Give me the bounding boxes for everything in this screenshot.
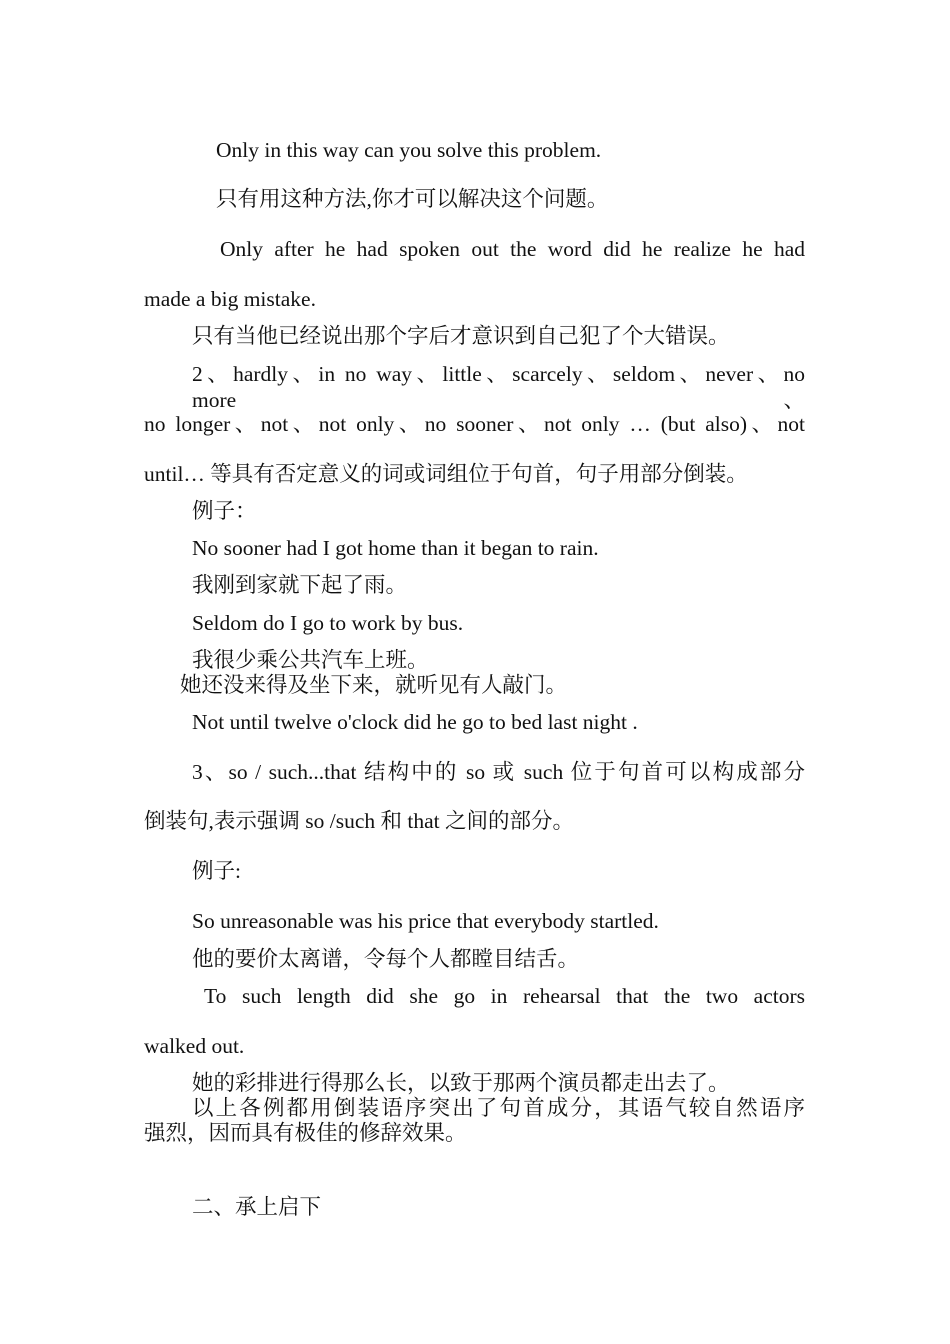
example-not-until: Not until twelve o'clock did he go to bed last night . [192, 710, 638, 734]
translation-seldom: 我很少乘公共汽车上班。 [192, 648, 429, 672]
examples-label-2: 例子: [192, 859, 241, 883]
translation-no-sooner: 我刚到家就下起了雨。 [192, 573, 408, 597]
rule-3-cont: 倒装句,表示强调 so /such 和 that 之间的部分。 [144, 809, 574, 833]
translation-hardly: 她还没来得及坐下来，就听见有人敲门。 [180, 673, 568, 697]
example-only-this-way: Only in this way can you solve this problem. [216, 138, 602, 162]
rule-2-cont: no longer、not、not only、no sooner、not only … (but also)、not [144, 412, 805, 436]
rule-3-heading: 3、so / such...that 结构中的 so 或 such 位于句首可以构成部分 [192, 760, 805, 784]
translation-only-this-way: 只有用这种方法,你才可以解决这个问题。 [216, 187, 609, 211]
summary-line-2: 强烈，因而具有极佳的修辞效果。 [144, 1121, 467, 1145]
example-to-such-length: To such length did she go in rehearsal that the two actors [204, 984, 805, 1008]
example-so-unreasonable: So unreasonable was his price that everybody startled. [192, 909, 659, 933]
example-only-after-cont: made a big mistake. [144, 287, 316, 311]
examples-label-1: 例子： [192, 499, 257, 523]
rule-2-end: until… 等具有否定意义的词或词组位于句首，句子用部分倒装。 [144, 462, 748, 486]
summary-line-1: 以上各例都用倒装语序突出了句首成分，其语气较自然语序 [192, 1096, 805, 1120]
example-no-sooner: No sooner had I got home than it began to rain. [192, 536, 599, 560]
translation-so-unreasonable: 他的要价太离谱，令每个人都瞠目结舌。 [192, 947, 580, 971]
example-to-such-length-cont: walked out. [144, 1034, 245, 1058]
example-only-after: Only after he had spoken out the word did he realize he had [220, 237, 805, 261]
translation-only-after: 只有当他已经说出那个字后才意识到自己犯了个大错误。 [192, 324, 730, 348]
translation-to-such-length: 她的彩排进行得那么长，以致于那两个演员都走出去了。 [192, 1071, 730, 1095]
example-seldom: Seldom do I go to work by bus. [192, 611, 464, 635]
rule-2-heading: 2、hardly、in no way、little、scarcely、seldom、never、no more、 [192, 362, 805, 412]
section-heading-2: 二、承上启下 [192, 1195, 322, 1219]
